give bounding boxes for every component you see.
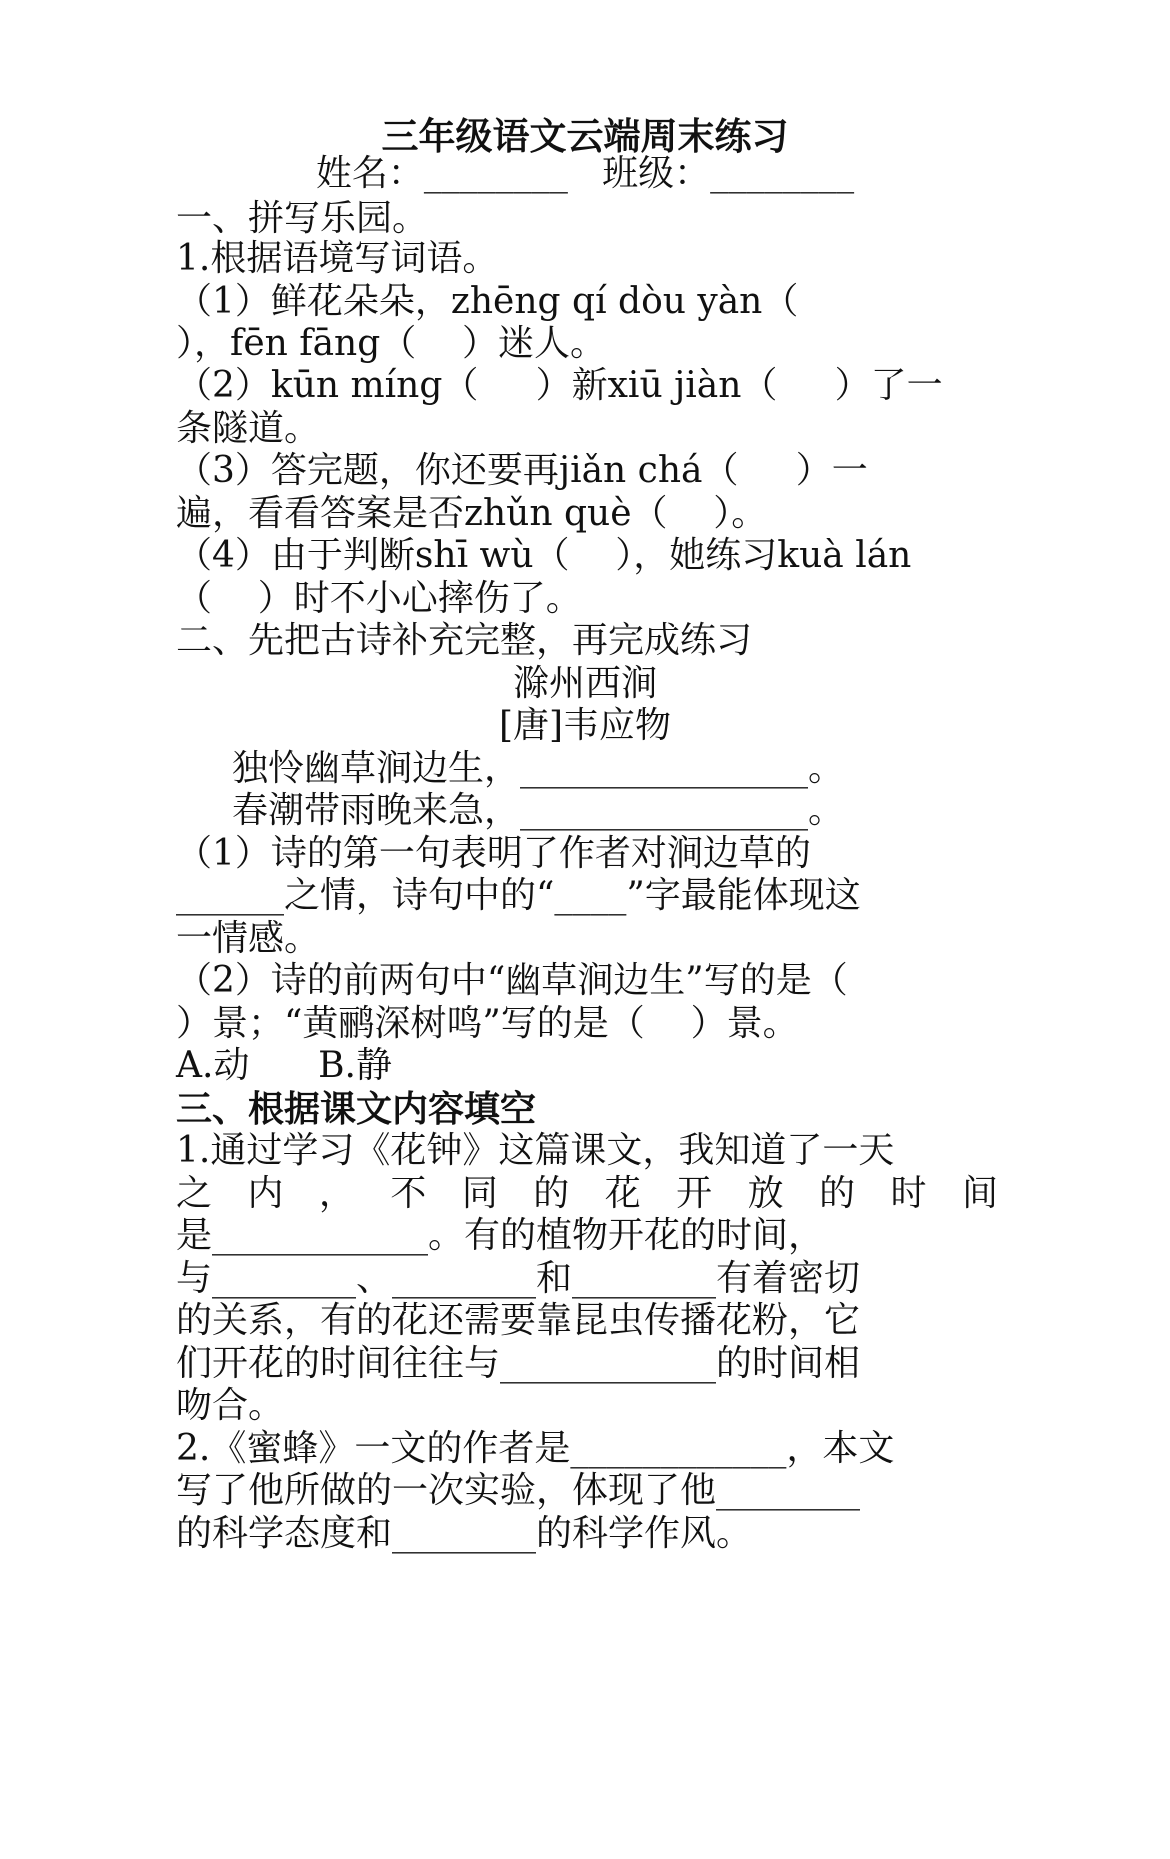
name-class-line: 姓名：________ 班级：________ — [315, 153, 855, 194]
poem-author: [唐]韦应物 — [498, 705, 672, 746]
q3-item-2-line-3: 的科学态度和________的科学作风。 — [176, 1513, 753, 1554]
q1-item-1-line-2: ），fēn fāng（ ）迷人。 — [176, 323, 607, 364]
q1-item-2-line-1: （2）kūn míng（ ）新xiū jiàn（ ）了一 — [176, 365, 943, 406]
q2-item-1-line-3: 一情感。 — [176, 918, 321, 959]
poem-title: 滁州西涧 — [512, 663, 657, 704]
q1-item-4-line-2: （ ）时不小心摔伤了。 — [176, 578, 582, 619]
q1-item-3-line-2: 遍，看看答案是否zhǔn què（ ）。 — [176, 493, 768, 534]
section-3-heading: 三、根据课文内容填空 — [176, 1088, 537, 1130]
q3-item-1-line-4: 与________、________和________有着密切 — [176, 1258, 861, 1299]
worksheet-title: 三年级语文云端周末练习 — [381, 114, 789, 158]
poem-line-1: 独怜幽草涧边生，________________。 — [232, 748, 845, 789]
q3-item-1-line-3: 是____________。有的植物开花的时间， — [176, 1215, 825, 1256]
q3-item-1-line-6: 们开花的时间往往与____________的时间相 — [176, 1343, 861, 1384]
q3-item-1-line-7: 吻合。 — [176, 1385, 285, 1426]
q2-item-1-line-1: （1）诗的第一句表明了作者对涧边草的 — [176, 833, 811, 874]
q3-item-1-line-2: 之 内 ， 不 同 的 花 开 放 的 时 间 — [176, 1173, 998, 1214]
section-2-heading: 二、先把古诗补充完整，再完成练习 — [176, 620, 753, 661]
q3-item-1-line-5: 的关系，有的花还需要靠昆虫传播花粉，它 — [176, 1300, 861, 1341]
q3-item-1-line-1: 1.通过学习《花钟》这篇课文，我知道了一天 — [176, 1130, 895, 1171]
q1-item-4-line-1: （4）由于判断shī wù（ ），她练习kuà lán — [176, 535, 912, 576]
q2-item-2-line-1: （2）诗的前两句中“幽草涧边生”写的是（ — [176, 960, 848, 1001]
q3-item-2-line-2: 写了他所做的一次实验，体现了他________ — [176, 1470, 861, 1511]
q1-item-2-line-2: 条隧道。 — [176, 408, 321, 449]
section-1-heading: 一、拼写乐园。 — [176, 198, 429, 239]
q1-item-3-line-1: （3）答完题，你还要再jiǎn chá（ ）一 — [176, 450, 868, 491]
q2-item-2-line-2: ）景；“黄鹂深树鸣”写的是（ ）景。 — [176, 1003, 799, 1044]
q1-item-1-line-1: （1）鲜花朵朵，zhēng qí dòu yàn（ — [176, 281, 799, 322]
question-1-1: 1.根据语境写词语。 — [176, 238, 499, 279]
q2-options: A.动 B.静 — [176, 1045, 393, 1086]
q3-item-2-line-1: 2.《蜜蜂》一文的作者是____________，本文 — [176, 1428, 895, 1469]
poem-line-2: 春潮带雨晚来急，________________。 — [232, 790, 845, 831]
q2-item-1-line-2: ______之情，诗句中的“____”字最能体现这 — [176, 875, 861, 916]
